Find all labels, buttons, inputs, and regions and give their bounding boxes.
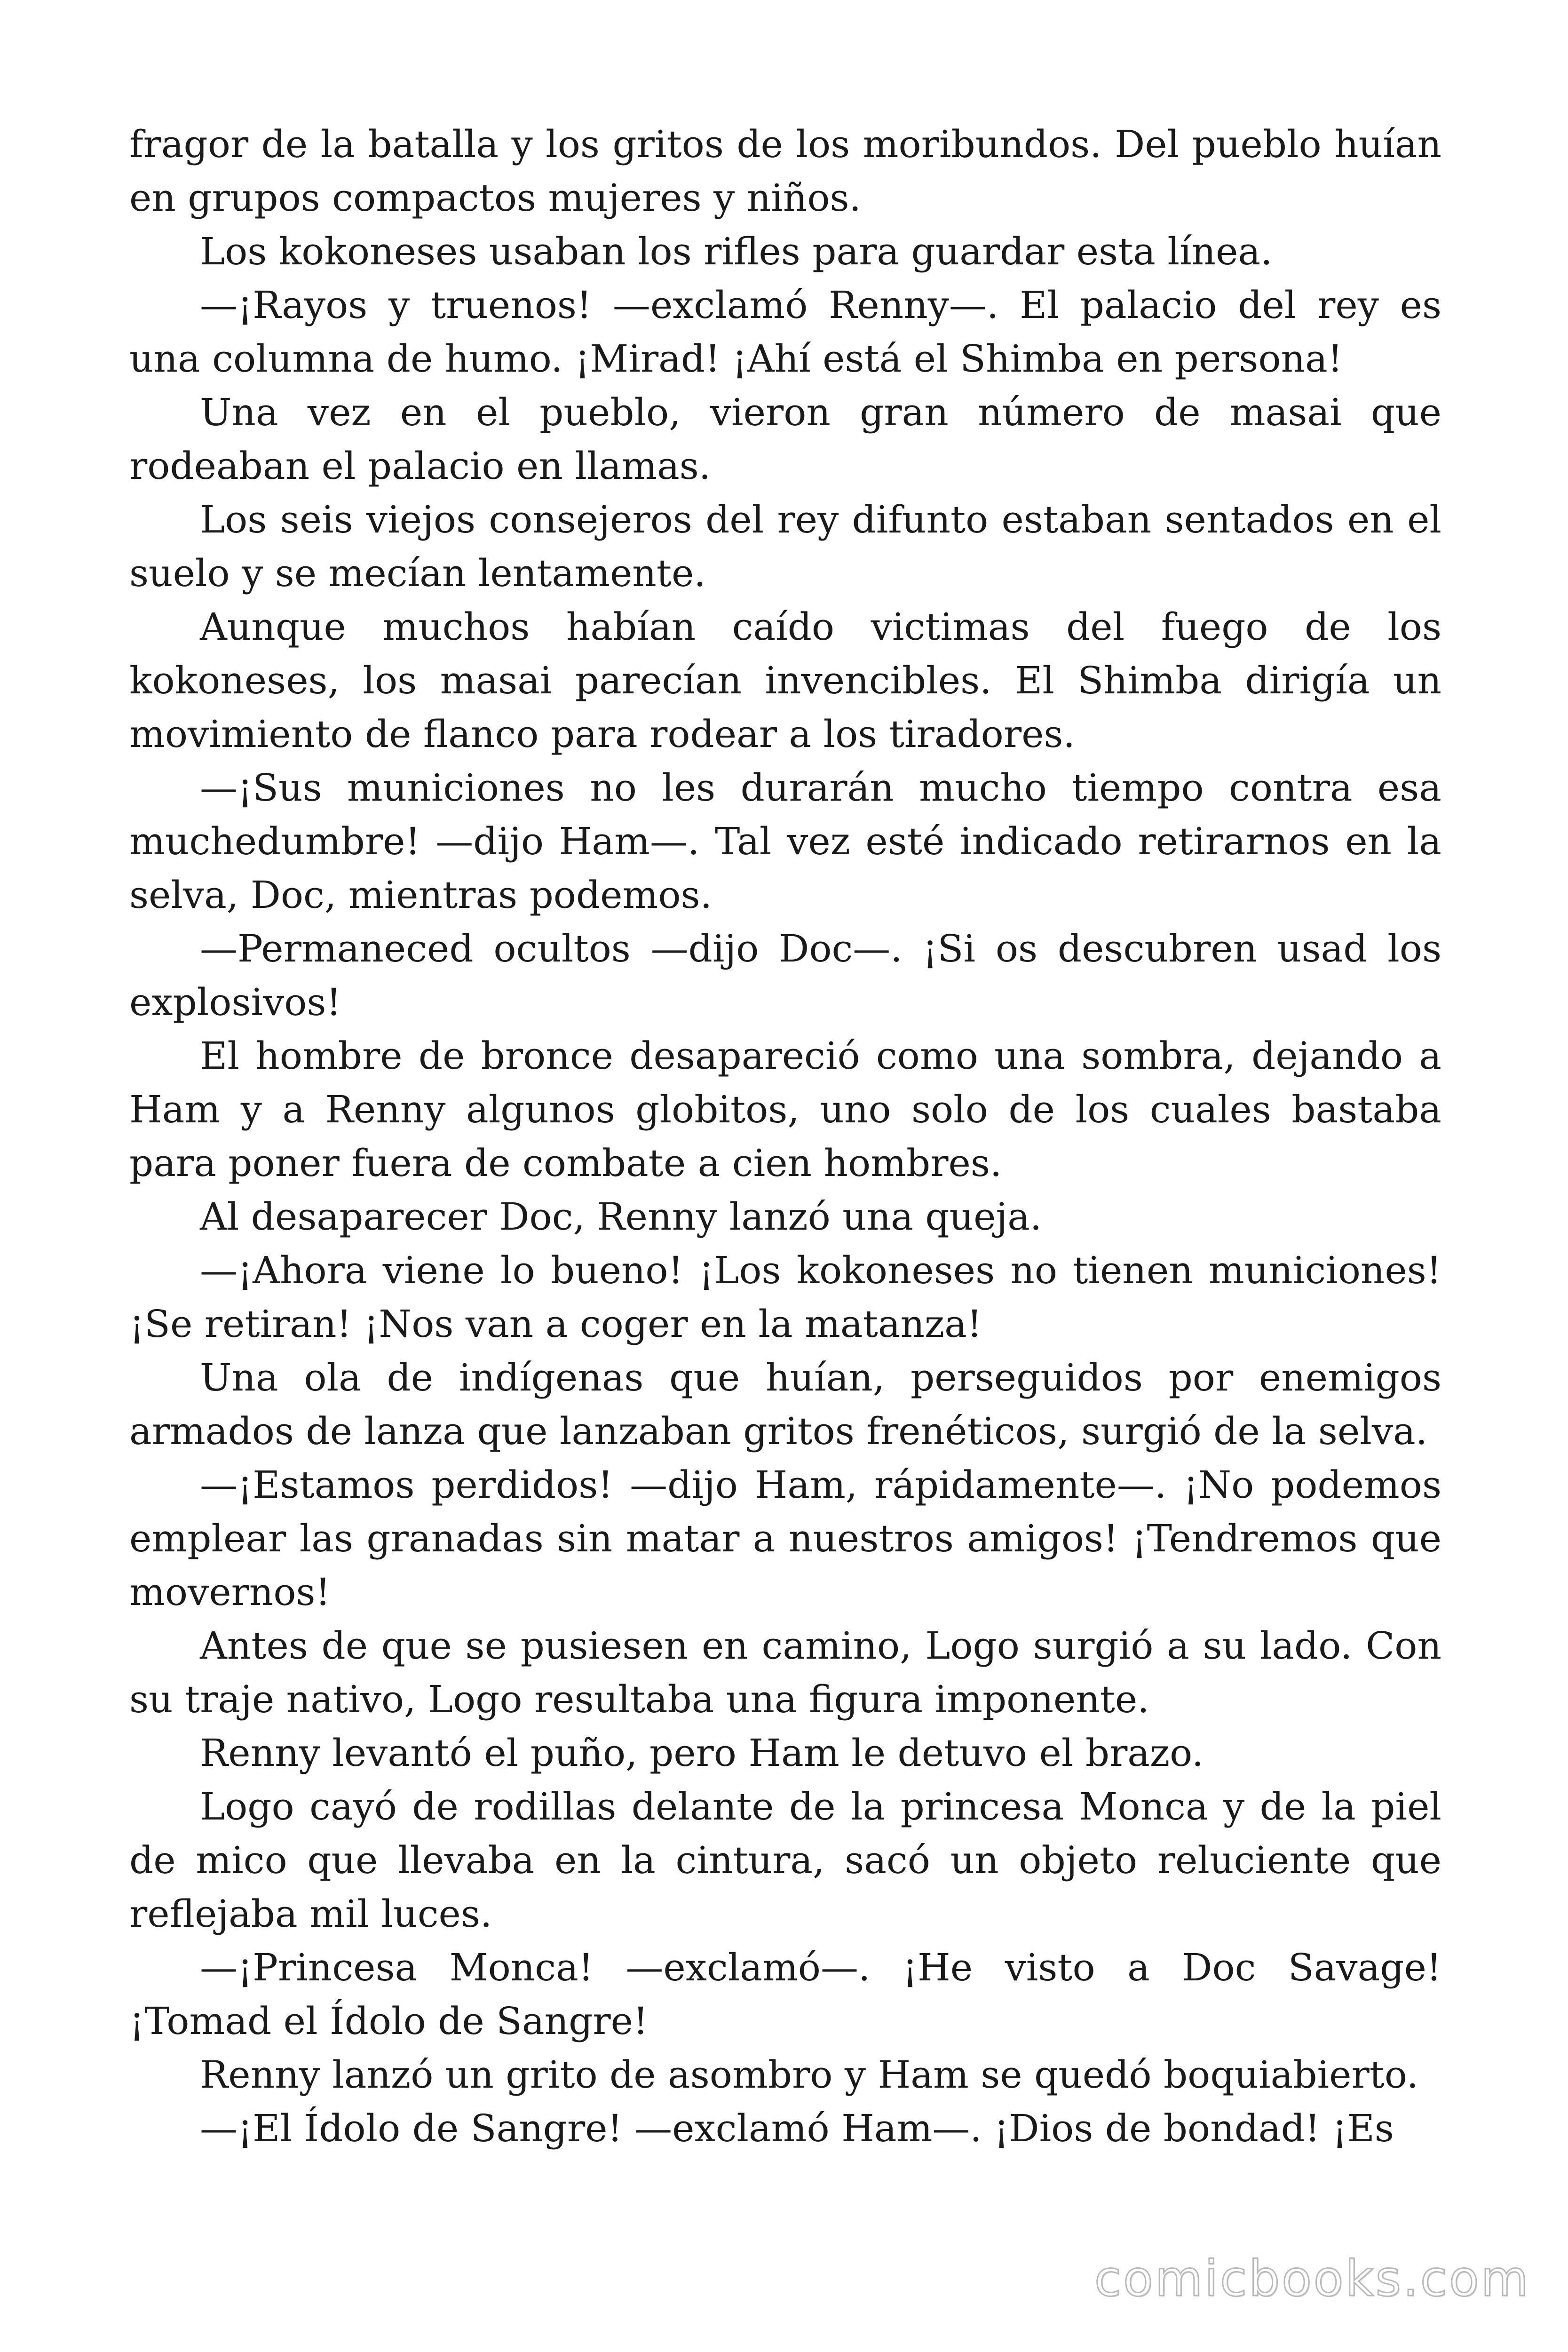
paragraph: Antes de que se pusiesen en camino, Logo surgió a su lado. Con su traje nativo, Logo resultaba una figura imponente. <box>129 1624 1441 1721</box>
paragraph: Al desaparecer Doc, Renny lanzó una queja. <box>200 1195 1042 1239</box>
paragraph: —¡Rayos y truenos! —exclamó Renny—. El palacio del rey es una columna de humo. ¡Mirad! ¡Ahí está el Shimba en persona! <box>129 283 1441 381</box>
paragraph: Una ola de indígenas que huían, perseguidos por enemigos armados de lanza que lanzaban gritos frenéticos, surgió de la selva. <box>129 1356 1441 1453</box>
paragraph: —¡Sus municiones no les durarán mucho tiempo contra esa muchedumbre! —dijo Ham—. Tal vez esté indicado retirarnos en la selva, Doc, mientras podemos. <box>129 766 1441 917</box>
paragraph: —Permaneced ocultos —dijo Doc—. ¡Si os descubren usad los explosivos! <box>129 927 1441 1024</box>
paragraph: —¡Ahora viene lo bueno! ¡Los kokoneses no tienen municiones! ¡Se retiran! ¡Nos van a coger en la matanza! <box>129 1248 1441 1346</box>
paragraph: Logo cayó de rodillas delante de la princesa Monca y de la piel de mico que llevaba en la cintura, sacó un objeto reluciente que reflejaba mil luces. <box>129 1785 1441 1936</box>
paragraph: Una vez en el pueblo, vieron gran número de masai que rodeaban el palacio en llamas. <box>129 390 1441 488</box>
paragraph: Renny levantó el puño, pero Ham le detuvo el brazo. <box>200 1731 1204 1775</box>
paragraph: Los seis viejos consejeros del rey difunto estaban sentados en el suelo y se mecían lentamente. <box>129 498 1441 595</box>
paragraph: —¡Estamos perdidos! —dijo Ham, rápidamente—. ¡No podemos emplear las granadas sin matar a nuestros amigos! ¡Tendremos que movernos! <box>129 1463 1441 1614</box>
watermark: comicbooks.com <box>1094 2250 1530 2307</box>
paragraph: El hombre de bronce desapareció como una sombra, dejando a Ham y a Renny algunos globitos, uno solo de los cuales bastaba para poner fuera de combate a cien hombres. <box>129 1034 1441 1185</box>
paragraph: Los kokoneses usaban los rifles para guardar esta línea. <box>200 230 1273 273</box>
paragraph: —¡Princesa Monca! —exclamó—. ¡He visto a Doc Savage! ¡Tomad el Ídolo de Sangre! <box>129 1946 1441 2043</box>
paragraph: fragor de la batalla y los gritos de los moribundos. Del pueblo huían en grupos compactos mujeres y niños. <box>129 122 1441 220</box>
paragraph: —¡El Ídolo de Sangre! —exclamó Ham—. ¡Dios de bondad! ¡Es <box>200 2106 1394 2150</box>
paragraph: Aunque muchos habían caído victimas del fuego de los kokoneses, los masai parecían invencibles. El Shimba dirigía un movimiento de flanco para rodear a los tiradores. <box>129 605 1441 756</box>
paragraph: Renny lanzó un grito de asombro y Ham se quedó boquiabierto. <box>200 2053 1419 2097</box>
page-body <box>129 118 1441 2155</box>
